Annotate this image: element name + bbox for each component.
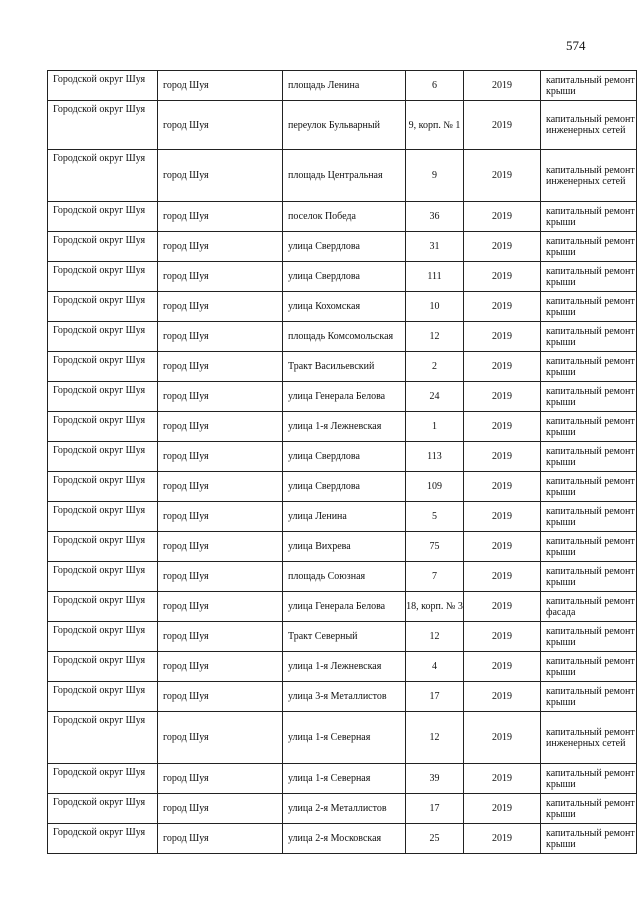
- table-row: [48, 150, 637, 202]
- municipality-cell: Городской округ Шуя: [48, 562, 158, 592]
- municipality-cell: Городской округ Шуя: [48, 794, 158, 824]
- municipality-cell: Городской округ Шуя: [48, 322, 158, 352]
- house-number-cell: 4: [406, 652, 464, 682]
- settlement-cell: город Шуя: [158, 101, 283, 150]
- year-cell: 2019: [464, 71, 541, 101]
- street-cell: улица Ленина: [283, 502, 406, 532]
- work-type-cell: капитальный ремонт крыши: [541, 442, 637, 472]
- year-cell: 2019: [464, 472, 541, 502]
- table-row: [48, 622, 637, 652]
- settlement-cell: город Шуя: [158, 824, 283, 854]
- table-row: [48, 682, 637, 712]
- house-number-cell: 9: [406, 150, 464, 202]
- street-cell: улица Свердлова: [283, 262, 406, 292]
- house-number-cell: 9, корп. № 1: [406, 101, 464, 150]
- table-row: [48, 442, 637, 472]
- table-row: [48, 262, 637, 292]
- year-cell: 2019: [464, 794, 541, 824]
- municipality-cell: Городской округ Шуя: [48, 150, 158, 202]
- municipality-cell: Городской округ Шуя: [48, 652, 158, 682]
- house-number-cell: 1: [406, 412, 464, 442]
- settlement-cell: город Шуя: [158, 412, 283, 442]
- street-cell: площадь Союзная: [283, 562, 406, 592]
- settlement-cell: город Шуя: [158, 682, 283, 712]
- street-cell: площадь Ленина: [283, 71, 406, 101]
- table-row: [48, 101, 637, 150]
- settlement-cell: город Шуя: [158, 442, 283, 472]
- table-row: [48, 502, 637, 532]
- street-cell: поселок Победа: [283, 202, 406, 232]
- house-number-cell: 113: [406, 442, 464, 472]
- work-type-cell: капитальный ремонт крыши: [541, 824, 637, 854]
- house-number-cell: 109: [406, 472, 464, 502]
- settlement-cell: город Шуя: [158, 472, 283, 502]
- house-number-cell: 2: [406, 352, 464, 382]
- page-number: 574: [566, 38, 586, 53]
- table-row: [48, 532, 637, 562]
- house-number-cell: 6: [406, 71, 464, 101]
- work-type-cell: капитальный ремонт инженерных сетей: [541, 150, 637, 202]
- table-row: [48, 712, 637, 764]
- work-type-cell: капитальный ремонт инженерных сетей: [541, 101, 637, 150]
- house-number-cell: 111: [406, 262, 464, 292]
- settlement-cell: город Шуя: [158, 382, 283, 412]
- year-cell: 2019: [464, 562, 541, 592]
- street-cell: улица 2-я Московская: [283, 824, 406, 854]
- work-type-cell: капитальный ремонт крыши: [541, 502, 637, 532]
- street-cell: Тракт Северный: [283, 622, 406, 652]
- municipality-cell: Городской округ Шуя: [48, 101, 158, 150]
- table-row: [48, 824, 637, 854]
- work-type-cell: капитальный ремонт крыши: [541, 382, 637, 412]
- settlement-cell: город Шуя: [158, 794, 283, 824]
- house-number-cell: 75: [406, 532, 464, 562]
- municipality-cell: Городской округ Шуя: [48, 352, 158, 382]
- house-number-cell: 5: [406, 502, 464, 532]
- work-type-cell: капитальный ремонт крыши: [541, 292, 637, 322]
- year-cell: 2019: [464, 150, 541, 202]
- street-cell: улица 1-я Северная: [283, 764, 406, 794]
- work-type-cell: капитальный ремонт фасада: [541, 592, 637, 622]
- work-type-cell: капитальный ремонт крыши: [541, 472, 637, 502]
- table-row: [48, 71, 637, 101]
- house-number-cell: 10: [406, 292, 464, 322]
- table-row: [48, 412, 637, 442]
- table-row: [48, 562, 637, 592]
- settlement-cell: город Шуя: [158, 292, 283, 322]
- house-number-cell: 12: [406, 622, 464, 652]
- municipality-cell: Городской округ Шуя: [48, 592, 158, 622]
- street-cell: переулок Бульварный: [283, 101, 406, 150]
- year-cell: 2019: [464, 712, 541, 764]
- table-row: [48, 232, 637, 262]
- settlement-cell: город Шуя: [158, 322, 283, 352]
- municipality-cell: Городской округ Шуя: [48, 232, 158, 262]
- repair-schedule-table: [47, 70, 637, 854]
- settlement-cell: город Шуя: [158, 352, 283, 382]
- work-type-cell: капитальный ремонт крыши: [541, 322, 637, 352]
- table-row: [48, 794, 637, 824]
- street-cell: улица 2-я Металлистов: [283, 794, 406, 824]
- house-number-cell: 39: [406, 764, 464, 794]
- municipality-cell: Городской округ Шуя: [48, 502, 158, 532]
- settlement-cell: город Шуя: [158, 562, 283, 592]
- year-cell: 2019: [464, 352, 541, 382]
- municipality-cell: Городской округ Шуя: [48, 442, 158, 472]
- street-cell: улица Свердлова: [283, 472, 406, 502]
- municipality-cell: Городской округ Шуя: [48, 824, 158, 854]
- municipality-cell: Городской округ Шуя: [48, 412, 158, 442]
- settlement-cell: город Шуя: [158, 592, 283, 622]
- settlement-cell: город Шуя: [158, 532, 283, 562]
- work-type-cell: капитальный ремонт крыши: [541, 652, 637, 682]
- municipality-cell: Городской округ Шуя: [48, 71, 158, 101]
- table-body: [48, 71, 637, 854]
- settlement-cell: город Шуя: [158, 71, 283, 101]
- year-cell: 2019: [464, 101, 541, 150]
- settlement-cell: город Шуя: [158, 764, 283, 794]
- table-row: [48, 472, 637, 502]
- settlement-cell: город Шуя: [158, 232, 283, 262]
- year-cell: 2019: [464, 682, 541, 712]
- municipality-cell: Городской округ Шуя: [48, 202, 158, 232]
- municipality-cell: Городской округ Шуя: [48, 472, 158, 502]
- table-row: [48, 652, 637, 682]
- table-row: [48, 764, 637, 794]
- house-number-cell: 12: [406, 712, 464, 764]
- street-cell: улица 1-я Северная: [283, 712, 406, 764]
- municipality-cell: Городской округ Шуя: [48, 712, 158, 764]
- table-row: [48, 592, 637, 622]
- street-cell: площадь Комсомольская: [283, 322, 406, 352]
- year-cell: 2019: [464, 652, 541, 682]
- table-row: [48, 292, 637, 322]
- work-type-cell: капитальный ремонт крыши: [541, 562, 637, 592]
- work-type-cell: капитальный ремонт крыши: [541, 352, 637, 382]
- street-cell: улица Свердлова: [283, 232, 406, 262]
- street-cell: улица Генерала Белова: [283, 592, 406, 622]
- house-number-cell: 18, корп. № 3: [406, 592, 464, 622]
- street-cell: улица Кохомская: [283, 292, 406, 322]
- house-number-cell: 36: [406, 202, 464, 232]
- work-type-cell: капитальный ремонт крыши: [541, 682, 637, 712]
- year-cell: 2019: [464, 262, 541, 292]
- settlement-cell: город Шуя: [158, 652, 283, 682]
- work-type-cell: капитальный ремонт инженерных сетей: [541, 712, 637, 764]
- year-cell: 2019: [464, 532, 541, 562]
- house-number-cell: 31: [406, 232, 464, 262]
- work-type-cell: капитальный ремонт крыши: [541, 532, 637, 562]
- municipality-cell: Городской округ Шуя: [48, 382, 158, 412]
- settlement-cell: город Шуя: [158, 150, 283, 202]
- house-number-cell: 25: [406, 824, 464, 854]
- year-cell: 2019: [464, 592, 541, 622]
- municipality-cell: Городской округ Шуя: [48, 764, 158, 794]
- year-cell: 2019: [464, 764, 541, 794]
- street-cell: улица 3-я Металлистов: [283, 682, 406, 712]
- work-type-cell: капитальный ремонт крыши: [541, 764, 637, 794]
- street-cell: улица Свердлова: [283, 442, 406, 472]
- house-number-cell: 17: [406, 794, 464, 824]
- table-row: [48, 202, 637, 232]
- settlement-cell: город Шуя: [158, 622, 283, 652]
- street-cell: площадь Центральная: [283, 150, 406, 202]
- street-cell: улица Вихрева: [283, 532, 406, 562]
- year-cell: 2019: [464, 322, 541, 352]
- municipality-cell: Городской округ Шуя: [48, 292, 158, 322]
- settlement-cell: город Шуя: [158, 502, 283, 532]
- house-number-cell: 12: [406, 322, 464, 352]
- settlement-cell: город Шуя: [158, 712, 283, 764]
- street-cell: улица Генерала Белова: [283, 382, 406, 412]
- year-cell: 2019: [464, 202, 541, 232]
- year-cell: 2019: [464, 292, 541, 322]
- year-cell: 2019: [464, 502, 541, 532]
- settlement-cell: город Шуя: [158, 262, 283, 292]
- municipality-cell: Городской округ Шуя: [48, 622, 158, 652]
- table-row: [48, 382, 637, 412]
- street-cell: Тракт Васильевский: [283, 352, 406, 382]
- house-number-cell: 24: [406, 382, 464, 412]
- house-number-cell: 7: [406, 562, 464, 592]
- work-type-cell: капитальный ремонт крыши: [541, 794, 637, 824]
- work-type-cell: капитальный ремонт крыши: [541, 622, 637, 652]
- municipality-cell: Городской округ Шуя: [48, 682, 158, 712]
- municipality-cell: Городской округ Шуя: [48, 532, 158, 562]
- year-cell: 2019: [464, 232, 541, 262]
- year-cell: 2019: [464, 382, 541, 412]
- year-cell: 2019: [464, 442, 541, 472]
- work-type-cell: капитальный ремонт крыши: [541, 71, 637, 101]
- year-cell: 2019: [464, 824, 541, 854]
- work-type-cell: капитальный ремонт крыши: [541, 232, 637, 262]
- table-row: [48, 322, 637, 352]
- street-cell: улица 1-я Лежневская: [283, 652, 406, 682]
- municipality-cell: Городской округ Шуя: [48, 262, 158, 292]
- settlement-cell: город Шуя: [158, 202, 283, 232]
- year-cell: 2019: [464, 622, 541, 652]
- house-number-cell: 17: [406, 682, 464, 712]
- table-row: [48, 352, 637, 382]
- work-type-cell: капитальный ремонт крыши: [541, 262, 637, 292]
- street-cell: улица 1-я Лежневская: [283, 412, 406, 442]
- work-type-cell: капитальный ремонт крыши: [541, 412, 637, 442]
- work-type-cell: капитальный ремонт крыши: [541, 202, 637, 232]
- year-cell: 2019: [464, 412, 541, 442]
